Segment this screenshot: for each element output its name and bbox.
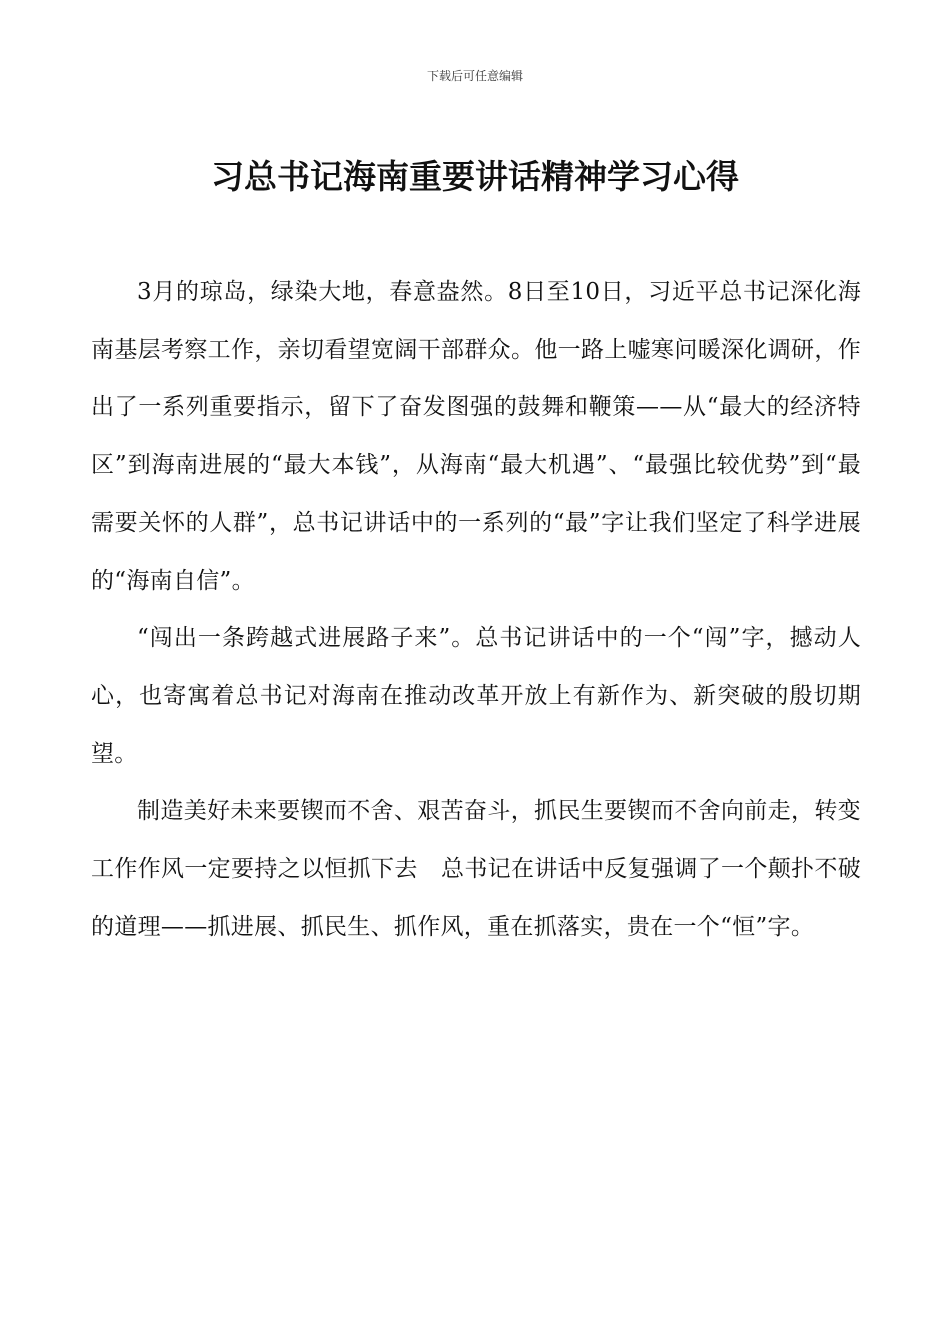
paragraph-3: 制造美好未来要锲而不舍、艰苦奋斗，抓民生要锲而不舍向前走，转变工作作风一定要持之以恒抓下去 总书记在讲话中反复强调了一个颠扑不破的道理——抓进展、抓民生、抓作风，重在抓落实，贵在一个“恒”字。 [91,798,861,940]
document-body [91,264,861,956]
paragraph-2: “闯出一条跨越式进展路子来”。总书记讲话中的一个“闯”字，撼动人心，也寄寓着总书记对海南在推动改革开放上有新作为、新突破的殷切期望。 [91,625,861,767]
header-note: 下载后可任意编辑 [426,69,523,83]
document-title: 习总书记海南重要讲话精神学习心得 [211,157,739,196]
paragraph-1: 3月的琼岛，绿染大地，春意盎然。8日至10日，习近平总书记深化海南基层考察工作，亲切看望宽阔干部群众。他一路上嘘寒问暖深化调研，作出了一系列重要指示，留下了奋发图强的鼓舞和鞭策——从“最大的经济特区”到海南进展的“最大本钱”，从海南“最大机遇”、“最强比较优势”到“最需要关怀的人群”，总书记讲话中的一系列的“最”字让我们坚定了科学进展的“海南自信”。 [91,279,861,594]
